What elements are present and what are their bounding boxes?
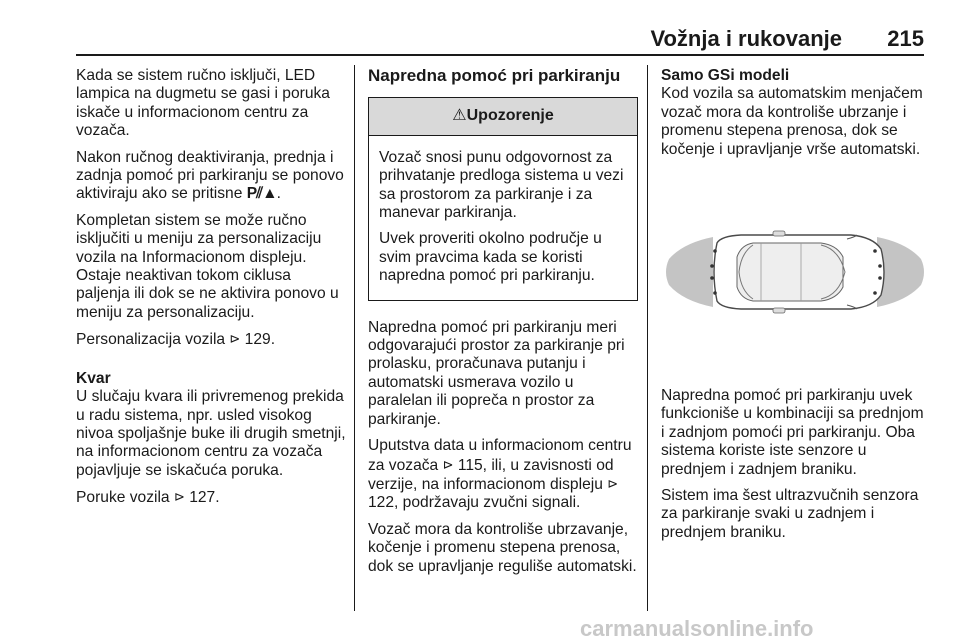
warning-header <box>369 98 637 135</box>
page-link[interactable]: 127. <box>189 489 220 507</box>
warning-paragraph: Vozač snosi punu odgovornost za prihvatanje predloga sistema u vezi sa prostorom za parkiranje i za manevar parkiranja. <box>379 148 624 222</box>
reference-arrow-icon: ⊳ <box>229 331 241 347</box>
car-sensor-diagram <box>661 173 929 371</box>
warning-triangle-icon: ⚠ <box>452 107 467 125</box>
column-right <box>661 67 931 550</box>
paragraph: U slučaju kvara ili privremenog prekida u radu sistema, npr. usled visokog nivoa spoljašnje buke ili drugih smetnji, na informacionom centru za vozača pojavljuje se iskačuća poruka. <box>76 388 346 479</box>
page-link[interactable]: 129. <box>244 331 276 349</box>
section-heading: Napredna pomoć pri parkiranju <box>368 66 621 85</box>
paragraph: Kod vozila sa automatskim menjačem vozač mora da kontroliše ubrzanje i promenu stepena prenosa, dok se kočenje i upravljanje vrše automatski. <box>661 85 923 158</box>
paragraph: Napredna pomoć pri parkiranju meri odgovarajući prostor za parkiranje pri prolasku, proračunava putanju i automatski usmerava vozilo u paralelan ili popreča n prostor za parkiranje. <box>368 318 625 428</box>
column-middle <box>368 67 638 584</box>
paragraph: Uputstva data u informacionom centru za vozača ⊳ 115, ili, u zavisnosti od verzije, na informacionom displeju ⊳ 122, podržavaju zvučni signali. <box>368 437 632 512</box>
page-number: 215 <box>887 26 924 51</box>
warning-body <box>369 136 637 300</box>
page-header <box>76 24 924 56</box>
cross-reference: Personalizacija vozila ⊳ 129. <box>76 331 276 349</box>
cross-reference: Poruke vozila ⊳ 127. <box>76 489 220 507</box>
reference-arrow-icon: ⊳ <box>607 475 619 491</box>
paragraph: Vozač mora da kontroliše ubrzavanje, kočenje i promenu stepena prenosa, dok se upravljanje reguliše automatski. <box>368 520 637 575</box>
subheading-kvar: Kvar <box>76 369 111 387</box>
watermark: carmanualsonline.info <box>580 616 814 641</box>
warning-title: Upozorenje <box>466 107 554 125</box>
reference-arrow-icon: ⊳ <box>442 456 454 472</box>
park-assist-button-icon: P⫽▲ <box>246 185 277 203</box>
car-top-view-icon <box>714 231 884 313</box>
warning-paragraph: Uvek proveriti okolno područje u svim pravcima kada se koristi napredna pomoć pri parkiranju. <box>379 230 602 285</box>
header-rule <box>76 54 924 56</box>
paragraph: Sistem ima šest ultrazvučnih senzora za parkiranje svaki u zadnjem i prednjem braniku. <box>661 487 919 541</box>
column-divider <box>647 65 648 611</box>
paragraph: Kompletan sistem se može ručno isključiti u meniju za personalizaciju vozila na Informacionom displeju. Ostaje neaktivan tokom ciklusa paljenja ili dok se ne aktivira ponovo u meniju za personalizaciju. <box>76 211 339 321</box>
paragraph: Nakon ručnog deaktiviranja, prednja i zadnja pomoć pri parkiranju se ponovo aktiviraju ako se pritisne P⫽▲. <box>76 148 344 203</box>
subheading-gsi: Samo GSi modeli <box>661 67 790 84</box>
column-left <box>76 67 346 516</box>
warning-box <box>368 97 638 300</box>
reference-arrow-icon: ⊳ <box>173 489 185 505</box>
paragraph: Napredna pomoć pri parkiranju uvek funkcioniše u kombinaciji sa prednjom i zadnjom pomoći pri parkiranju. Oba sistema koriste iste senzore u prednjem i zadnjem braniku. <box>661 387 924 478</box>
rear-sensor-zone <box>666 237 713 307</box>
paragraph: Kada se sistem ručno isključi, LED lampica na dugmetu se gasi i poruka iskače u informacionom centru za vozača. <box>76 67 330 140</box>
column-divider <box>354 65 355 611</box>
section-title: Vožnja i rukovanje <box>650 26 842 51</box>
